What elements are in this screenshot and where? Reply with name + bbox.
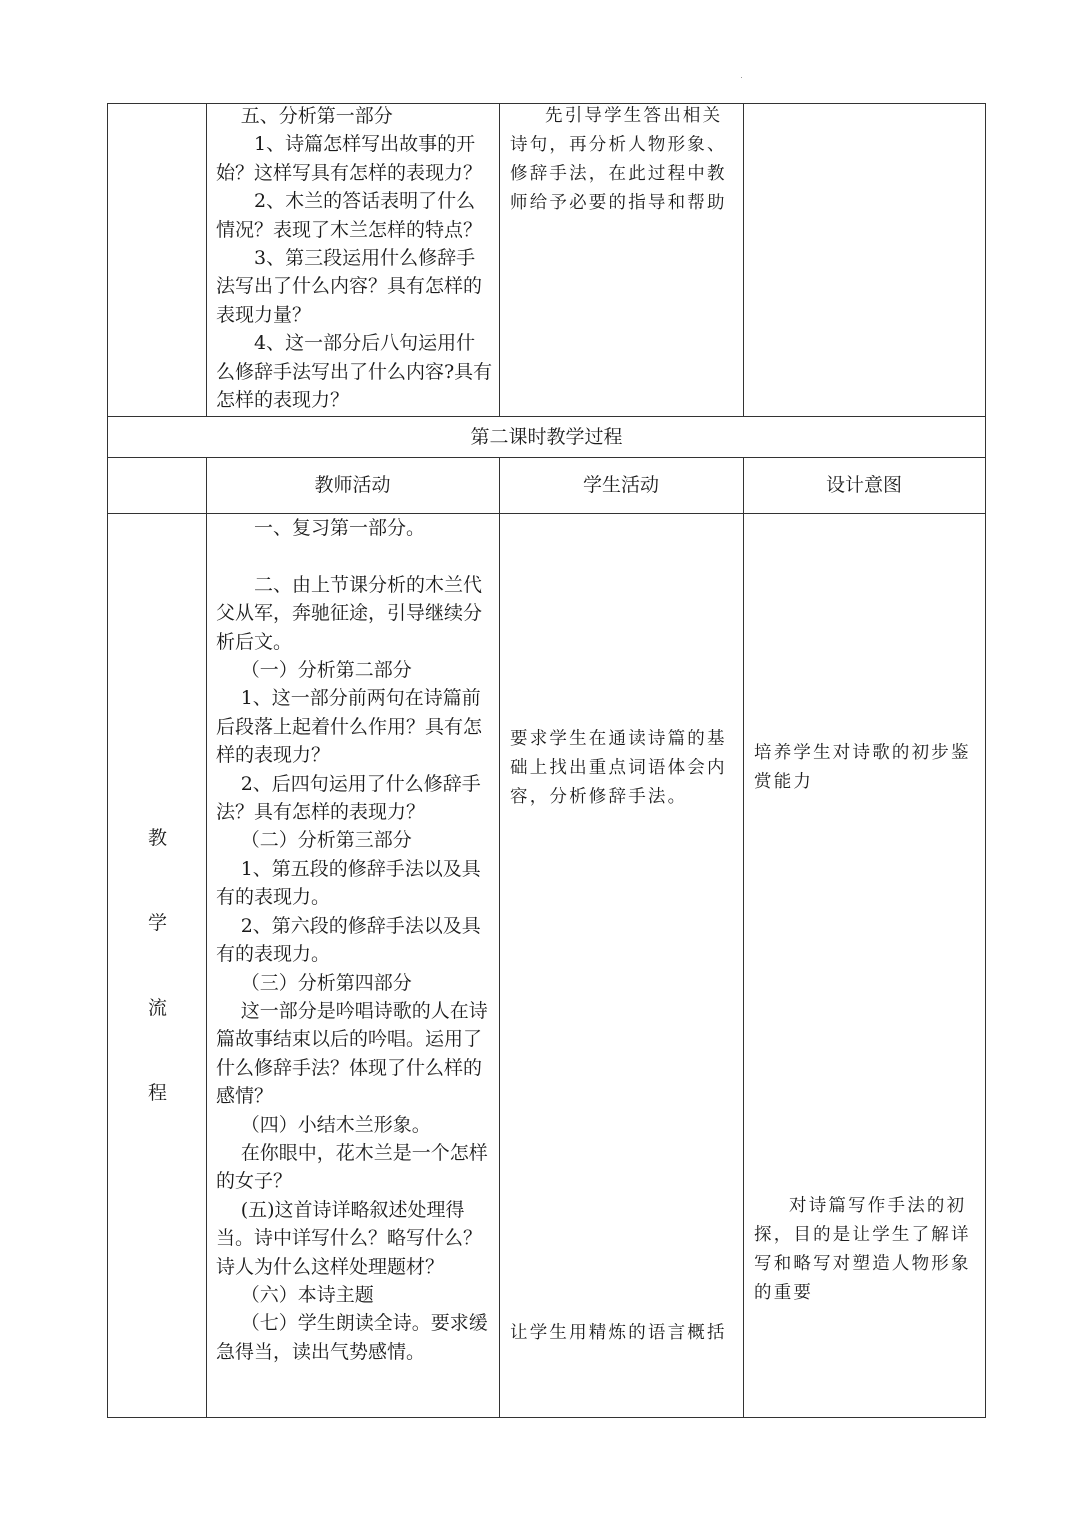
section2-question: 在你眼中，花木兰是一个怎样的女子？	[216, 1141, 488, 1193]
section2-title: 第二课时教学过程	[470, 426, 623, 448]
section1-student-cell	[510, 102, 738, 218]
section1-question: 4、这一部分后八句运用什么修辞手法写出了什么内容?具有怎样的表现力？	[216, 332, 493, 412]
row-divider	[107, 416, 986, 417]
section2-design-paragraph: 对诗篇写作手法的初探，目的是让学生了解详写和略写对塑造人物形象的重要	[754, 1196, 971, 1303]
section1-teacher-cell	[216, 102, 494, 414]
side-label-char: 学	[148, 912, 168, 934]
section1-question: 1、诗篇怎样写出故事的开始？这样写具有怎样的表现力？	[216, 133, 483, 184]
section2-subheading: （一）分析第二部分	[240, 659, 412, 682]
header-design-intent: 设计意图	[825, 474, 902, 496]
section2-question: 1、这一部分前两句在诗篇前后段落上起着什么作用？具有怎样的表现力？	[216, 687, 483, 767]
section2-item: 一、复习第一部分。	[254, 517, 426, 539]
section2-teacher-cell	[216, 514, 494, 1366]
section2-question: 这一部分是吟唱诗歌的人在诗篇故事结束以后的吟唱。运用了什么修辞手法？体现了什么样的感情？	[216, 999, 488, 1108]
section2-subheading: （三）分析第四部分	[240, 971, 412, 994]
section2-subheading: （七）学生朗读全诗。要求缓急得当，读出气势感情。	[216, 1312, 488, 1363]
table-left-border	[107, 103, 108, 1418]
column-divider	[743, 103, 744, 416]
row-divider	[107, 457, 986, 458]
section2-design-text-1: 培养学生对诗歌的初步鉴赏能力	[754, 743, 971, 792]
section2-subheading: (五)这首诗详略叙述处理得当。诗中详写什么？略写什么？诗人为什么这样处理题材？	[216, 1198, 483, 1278]
side-label-char: 流	[148, 997, 168, 1019]
section1-heading: 五、分析第一部分	[240, 105, 393, 127]
section2-question: 2、第六段的修辞手法以及具有的表现力。	[216, 914, 481, 966]
section2-question: 2、后四句运用了什么修辞手法？具有怎样的表现力？	[216, 772, 481, 824]
section2-blank-line	[216, 542, 494, 570]
column-divider	[499, 103, 500, 416]
side-label-char: 程	[148, 1082, 168, 1104]
section2-design-text-2	[754, 1192, 980, 1308]
table-right-border	[985, 103, 986, 1418]
scan-dot	[741, 77, 742, 78]
section2-subheading: （六）本诗主题	[240, 1283, 374, 1306]
section1-student-text: 先引导学生答出相关诗句，再分析人物形象、修辞手法，在此过程中教师给予必要的指导和帮助	[510, 106, 727, 213]
section2-item: 二、由上节课分析的木兰代父从军，奔驰征途，引导继续分析后文。	[216, 573, 483, 653]
section2-question: 1、第五段的修辞手法以及具有的表现力。	[216, 857, 481, 909]
side-label-char: 教	[148, 827, 168, 849]
section2-subheading: （四）小结木兰形象。	[240, 1113, 431, 1136]
header-teacher-activity: 教师活动	[314, 474, 391, 496]
section1-question: 2、木兰的答话表明了什么情况？表现了木兰怎样的特点？	[216, 190, 483, 241]
section2-student-text-2: 让学生用精炼的语言概括	[510, 1323, 727, 1343]
header-student-activity: 学生活动	[582, 474, 659, 496]
section1-question: 3、第三段运用什么修辞手法写出了什么内容？具有怎样的表现力量？	[216, 247, 483, 326]
column-divider	[206, 103, 207, 416]
table-bottom-border	[107, 1417, 986, 1418]
section2-subheading: （二）分析第三部分	[240, 829, 412, 852]
section2-student-text-1: 要求学生在通读诗篇的基础上找出重点词语体会内容，分析修辞手法。	[510, 729, 727, 807]
column-divider	[499, 457, 500, 1418]
column-divider	[743, 457, 744, 1418]
column-divider	[206, 457, 207, 1418]
